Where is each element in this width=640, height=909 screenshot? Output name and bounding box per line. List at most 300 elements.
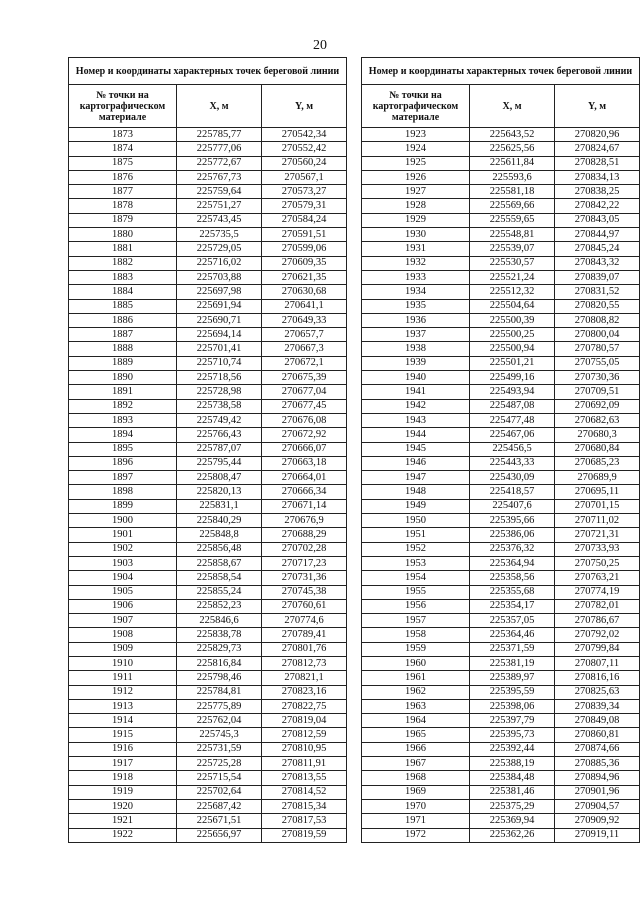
cell-point-number: 1912 [69, 685, 177, 699]
cell-point-number: 1874 [69, 142, 177, 156]
cell-y: 270780,57 [555, 342, 640, 356]
cell-x: 225735,5 [177, 228, 262, 242]
cell-x: 225398,06 [470, 699, 555, 713]
table-row [362, 485, 640, 499]
cell-point-number: 1967 [362, 757, 470, 771]
cell-y: 270815,34 [262, 799, 347, 813]
column-header-y: Y, м [555, 85, 640, 128]
cell-y: 270730,36 [555, 371, 640, 385]
cell-x: 225375,29 [470, 799, 555, 813]
table-row [69, 556, 347, 570]
cell-x: 225716,02 [177, 256, 262, 270]
cell-x: 225846,6 [177, 614, 262, 628]
cell-point-number: 1914 [69, 714, 177, 728]
cell-point-number: 1885 [69, 299, 177, 313]
cell-x: 225856,48 [177, 542, 262, 556]
cell-point-number: 1908 [69, 628, 177, 642]
cell-y: 270721,31 [555, 528, 640, 542]
cell-x: 225487,08 [470, 399, 555, 413]
cell-point-number: 1895 [69, 442, 177, 456]
table-title: Номер и координаты характерных точек береговой линии [362, 58, 640, 85]
cell-y: 270731,36 [262, 571, 347, 585]
table-row [69, 270, 347, 284]
table-row [69, 371, 347, 385]
table-row [362, 428, 640, 442]
table-row [362, 328, 640, 342]
cell-y: 270842,22 [555, 199, 640, 213]
cell-y: 270808,82 [555, 313, 640, 327]
cell-x: 225539,07 [470, 242, 555, 256]
cell-x: 225767,73 [177, 170, 262, 184]
cell-x: 225364,94 [470, 556, 555, 570]
cell-y: 270573,27 [262, 185, 347, 199]
cell-y: 270774,6 [262, 614, 347, 628]
cell-x: 225745,3 [177, 728, 262, 742]
table-row [362, 142, 640, 156]
cell-y: 270821,1 [262, 671, 347, 685]
cell-point-number: 1891 [69, 385, 177, 399]
cell-point-number: 1961 [362, 671, 470, 685]
cell-x: 225389,97 [470, 671, 555, 685]
cell-y: 270786,67 [555, 614, 640, 628]
cell-x: 225395,73 [470, 728, 555, 742]
table-row [362, 814, 640, 828]
table-row [362, 742, 640, 756]
cell-point-number: 1969 [362, 785, 470, 799]
table-row [362, 270, 640, 284]
table-row [362, 514, 640, 528]
cell-x: 225816,84 [177, 656, 262, 670]
cell-y: 270823,16 [262, 685, 347, 699]
table-row [362, 499, 640, 513]
cell-x: 225456,5 [470, 442, 555, 456]
table-row [362, 399, 640, 413]
cell-point-number: 1911 [69, 671, 177, 685]
cell-y: 270894,96 [555, 771, 640, 785]
cell-point-number: 1963 [362, 699, 470, 713]
cell-point-number: 1909 [69, 642, 177, 656]
cell-x: 225777,06 [177, 142, 262, 156]
cell-x: 225775,89 [177, 699, 262, 713]
cell-y: 270849,08 [555, 714, 640, 728]
cell-x: 225731,59 [177, 742, 262, 756]
cell-point-number: 1913 [69, 699, 177, 713]
cell-point-number: 1947 [362, 471, 470, 485]
cell-y: 270745,38 [262, 585, 347, 599]
cell-y: 270831,52 [555, 285, 640, 299]
cell-point-number: 1952 [362, 542, 470, 556]
cell-point-number: 1960 [362, 656, 470, 670]
table-row [69, 170, 347, 184]
cell-x: 225798,46 [177, 671, 262, 685]
table-row [362, 385, 640, 399]
cell-point-number: 1929 [362, 213, 470, 227]
cell-point-number: 1946 [362, 456, 470, 470]
cell-point-number: 1905 [69, 585, 177, 599]
cell-x: 225715,54 [177, 771, 262, 785]
cell-y: 270838,25 [555, 185, 640, 199]
table-row [362, 699, 640, 713]
cell-x: 225829,73 [177, 642, 262, 656]
cell-y: 270834,13 [555, 170, 640, 184]
cell-y: 270760,61 [262, 599, 347, 613]
cell-y: 270685,23 [555, 456, 640, 470]
table-row [362, 528, 640, 542]
cell-point-number: 1933 [362, 270, 470, 284]
table-row [362, 313, 640, 327]
cell-point-number: 1953 [362, 556, 470, 570]
cell-y: 270591,51 [262, 228, 347, 242]
table-row [362, 556, 640, 570]
cell-x: 225500,94 [470, 342, 555, 356]
cell-point-number: 1927 [362, 185, 470, 199]
table-row [69, 313, 347, 327]
cell-point-number: 1957 [362, 614, 470, 628]
cell-y: 270822,75 [262, 699, 347, 713]
cell-point-number: 1886 [69, 313, 177, 327]
cell-x: 225749,42 [177, 413, 262, 427]
cell-point-number: 1903 [69, 556, 177, 570]
cell-point-number: 1934 [362, 285, 470, 299]
cell-y: 270717,23 [262, 556, 347, 570]
cell-y: 270901,96 [555, 785, 640, 799]
cell-point-number: 1897 [69, 471, 177, 485]
cell-y: 270649,33 [262, 313, 347, 327]
cell-x: 225443,33 [470, 456, 555, 470]
cell-x: 225728,98 [177, 385, 262, 399]
table-row [69, 485, 347, 499]
cell-x: 225795,44 [177, 456, 262, 470]
cell-x: 225371,59 [470, 642, 555, 656]
cell-point-number: 1882 [69, 256, 177, 270]
cell-x: 225559,65 [470, 213, 555, 227]
cell-x: 225625,56 [470, 142, 555, 156]
cell-y: 270599,06 [262, 242, 347, 256]
cell-x: 225369,94 [470, 814, 555, 828]
cell-x: 225855,24 [177, 585, 262, 599]
cell-y: 270807,11 [555, 656, 640, 670]
cell-point-number: 1910 [69, 656, 177, 670]
table-row [362, 828, 640, 842]
table-row [69, 428, 347, 442]
cell-point-number: 1924 [362, 142, 470, 156]
cell-point-number: 1937 [362, 328, 470, 342]
cell-x: 225397,79 [470, 714, 555, 728]
cell-y: 270763,21 [555, 571, 640, 585]
cell-point-number: 1898 [69, 485, 177, 499]
cell-point-number: 1950 [362, 514, 470, 528]
cell-y: 270817,53 [262, 814, 347, 828]
cell-point-number: 1923 [362, 128, 470, 142]
cell-y: 270675,39 [262, 371, 347, 385]
cell-x: 225581,18 [470, 185, 555, 199]
table-row [362, 714, 640, 728]
table-row [362, 571, 640, 585]
cell-x: 225500,39 [470, 313, 555, 327]
cell-x: 225725,28 [177, 757, 262, 771]
cell-x: 225852,23 [177, 599, 262, 613]
table-row [362, 199, 640, 213]
cell-point-number: 1941 [362, 385, 470, 399]
coordinates-table-left [68, 57, 347, 843]
cell-y: 270843,05 [555, 213, 640, 227]
cell-y: 270733,93 [555, 542, 640, 556]
cell-y: 270702,28 [262, 542, 347, 556]
cell-y: 270664,01 [262, 471, 347, 485]
cell-y: 270701,15 [555, 499, 640, 513]
cell-y: 270801,76 [262, 642, 347, 656]
cell-y: 270812,59 [262, 728, 347, 742]
cell-point-number: 1906 [69, 599, 177, 613]
table-row [362, 256, 640, 270]
cell-point-number: 1922 [69, 828, 177, 842]
cell-x: 225569,66 [470, 199, 555, 213]
table-row [362, 185, 640, 199]
cell-y: 270860,81 [555, 728, 640, 742]
table-row [362, 642, 640, 656]
cell-x: 225381,46 [470, 785, 555, 799]
table-row [69, 328, 347, 342]
cell-x: 225395,59 [470, 685, 555, 699]
cell-y: 270820,96 [555, 128, 640, 142]
cell-x: 225354,17 [470, 599, 555, 613]
table-row [362, 728, 640, 742]
cell-y: 270904,57 [555, 799, 640, 813]
cell-y: 270621,35 [262, 270, 347, 284]
table-row [362, 342, 640, 356]
table-row [69, 714, 347, 728]
table-row [69, 471, 347, 485]
column-header-x: X, м [177, 85, 262, 128]
cell-y: 270844,97 [555, 228, 640, 242]
cell-y: 270542,34 [262, 128, 347, 142]
table-row [69, 342, 347, 356]
cell-x: 225751,27 [177, 199, 262, 213]
cell-x: 225671,51 [177, 814, 262, 828]
cell-point-number: 1892 [69, 399, 177, 413]
table-row [69, 642, 347, 656]
table-row [362, 156, 640, 170]
table-row [362, 585, 640, 599]
table-row [362, 413, 640, 427]
cell-x: 225687,42 [177, 799, 262, 813]
table-row [69, 614, 347, 628]
cell-y: 270695,11 [555, 485, 640, 499]
cell-x: 225848,8 [177, 528, 262, 542]
table-row [362, 757, 640, 771]
table-row [69, 799, 347, 813]
cell-x: 225691,94 [177, 299, 262, 313]
cell-point-number: 1900 [69, 514, 177, 528]
cell-point-number: 1887 [69, 328, 177, 342]
table-row [69, 142, 347, 156]
cell-point-number: 1901 [69, 528, 177, 542]
cell-x: 225840,29 [177, 514, 262, 528]
cell-y: 270839,34 [555, 699, 640, 713]
table-row [362, 213, 640, 227]
table-row [362, 785, 640, 799]
column-header-point-number: № точки на картографическом материале [362, 85, 470, 128]
table-row [69, 771, 347, 785]
table-row [69, 299, 347, 313]
cell-y: 270839,07 [555, 270, 640, 284]
column-header-y: Y, м [262, 85, 347, 128]
cell-y: 270814,52 [262, 785, 347, 799]
cell-x: 225738,58 [177, 399, 262, 413]
cell-point-number: 1876 [69, 170, 177, 184]
table-row [69, 828, 347, 842]
cell-x: 225787,07 [177, 442, 262, 456]
table-row [69, 228, 347, 242]
cell-x: 225386,06 [470, 528, 555, 542]
cell-x: 225521,24 [470, 270, 555, 284]
cell-point-number: 1935 [362, 299, 470, 313]
cell-y: 270584,24 [262, 213, 347, 227]
table-row [362, 299, 640, 313]
cell-point-number: 1939 [362, 356, 470, 370]
cell-y: 270689,9 [555, 471, 640, 485]
cell-point-number: 1899 [69, 499, 177, 513]
table-row [362, 471, 640, 485]
cell-x: 225785,77 [177, 128, 262, 142]
cell-x: 225358,56 [470, 571, 555, 585]
table-row [69, 499, 347, 513]
cell-y: 270579,31 [262, 199, 347, 213]
cell-point-number: 1936 [362, 313, 470, 327]
cell-y: 270692,09 [555, 399, 640, 413]
cell-x: 225831,1 [177, 499, 262, 513]
cell-y: 270799,84 [555, 642, 640, 656]
cell-point-number: 1884 [69, 285, 177, 299]
table-title: Номер и координаты характерных точек береговой линии [69, 58, 347, 85]
cell-point-number: 1915 [69, 728, 177, 742]
cell-point-number: 1875 [69, 156, 177, 170]
table-row [69, 128, 347, 142]
cell-x: 225499,16 [470, 371, 555, 385]
table-row [69, 728, 347, 742]
cell-x: 225467,06 [470, 428, 555, 442]
table-row [69, 256, 347, 270]
table-row [69, 542, 347, 556]
cell-y: 270824,67 [555, 142, 640, 156]
cell-y: 270677,04 [262, 385, 347, 399]
cell-y: 270641,1 [262, 299, 347, 313]
cell-point-number: 1944 [362, 428, 470, 442]
cell-x: 225477,48 [470, 413, 555, 427]
cell-x: 225690,71 [177, 313, 262, 327]
cell-point-number: 1928 [362, 199, 470, 213]
cell-point-number: 1889 [69, 356, 177, 370]
cell-y: 270811,91 [262, 757, 347, 771]
cell-point-number: 1904 [69, 571, 177, 585]
cell-x: 225392,44 [470, 742, 555, 756]
cell-y: 270810,95 [262, 742, 347, 756]
cell-y: 270885,36 [555, 757, 640, 771]
table-row [69, 699, 347, 713]
cell-y: 270816,16 [555, 671, 640, 685]
cell-x: 225729,05 [177, 242, 262, 256]
table-row [69, 456, 347, 470]
cell-y: 270919,11 [555, 828, 640, 842]
table-row [362, 356, 640, 370]
table-row [69, 514, 347, 528]
cell-y: 270819,59 [262, 828, 347, 842]
cell-x: 225858,67 [177, 556, 262, 570]
table-row [69, 599, 347, 613]
table-row [362, 371, 640, 385]
cell-x: 225530,57 [470, 256, 555, 270]
cell-y: 270843,32 [555, 256, 640, 270]
cell-point-number: 1902 [69, 542, 177, 556]
table-row [69, 213, 347, 227]
cell-y: 270671,14 [262, 499, 347, 513]
cell-x: 225701,41 [177, 342, 262, 356]
cell-y: 270709,51 [555, 385, 640, 399]
cell-x: 225381,19 [470, 656, 555, 670]
cell-x: 225384,48 [470, 771, 555, 785]
cell-y: 270680,3 [555, 428, 640, 442]
coordinates-table-right [361, 57, 640, 843]
cell-x: 225694,14 [177, 328, 262, 342]
cell-x: 225743,45 [177, 213, 262, 227]
table-row [362, 442, 640, 456]
table-row [69, 685, 347, 699]
cell-x: 225362,26 [470, 828, 555, 842]
cell-x: 225395,66 [470, 514, 555, 528]
cell-x: 225808,47 [177, 471, 262, 485]
cell-point-number: 1878 [69, 199, 177, 213]
cell-x: 225710,74 [177, 356, 262, 370]
cell-x: 225766,43 [177, 428, 262, 442]
cell-point-number: 1971 [362, 814, 470, 828]
table-row [362, 228, 640, 242]
cell-point-number: 1942 [362, 399, 470, 413]
cell-x: 225504,64 [470, 299, 555, 313]
cell-point-number: 1955 [362, 585, 470, 599]
table-row [69, 242, 347, 256]
cell-x: 225718,56 [177, 371, 262, 385]
cell-x: 225355,68 [470, 585, 555, 599]
cell-point-number: 1931 [362, 242, 470, 256]
cell-point-number: 1966 [362, 742, 470, 756]
table-row [362, 685, 640, 699]
cell-point-number: 1873 [69, 128, 177, 142]
table-row [362, 128, 640, 142]
table-row [362, 771, 640, 785]
cell-y: 270682,63 [555, 413, 640, 427]
cell-y: 270813,55 [262, 771, 347, 785]
table-row [69, 185, 347, 199]
cell-y: 270755,05 [555, 356, 640, 370]
cell-y: 270672,1 [262, 356, 347, 370]
cell-y: 270680,84 [555, 442, 640, 456]
cell-x: 225388,19 [470, 757, 555, 771]
cell-point-number: 1921 [69, 814, 177, 828]
cell-point-number: 1894 [69, 428, 177, 442]
cell-y: 270792,02 [555, 628, 640, 642]
cell-y: 270567,1 [262, 170, 347, 184]
cell-y: 270711,02 [555, 514, 640, 528]
table-row [362, 599, 640, 613]
table-row [362, 542, 640, 556]
cell-y: 270874,66 [555, 742, 640, 756]
cell-point-number: 1954 [362, 571, 470, 585]
cell-point-number: 1956 [362, 599, 470, 613]
table-row [362, 285, 640, 299]
cell-y: 270666,07 [262, 442, 347, 456]
cell-point-number: 1930 [362, 228, 470, 242]
table-row [362, 614, 640, 628]
